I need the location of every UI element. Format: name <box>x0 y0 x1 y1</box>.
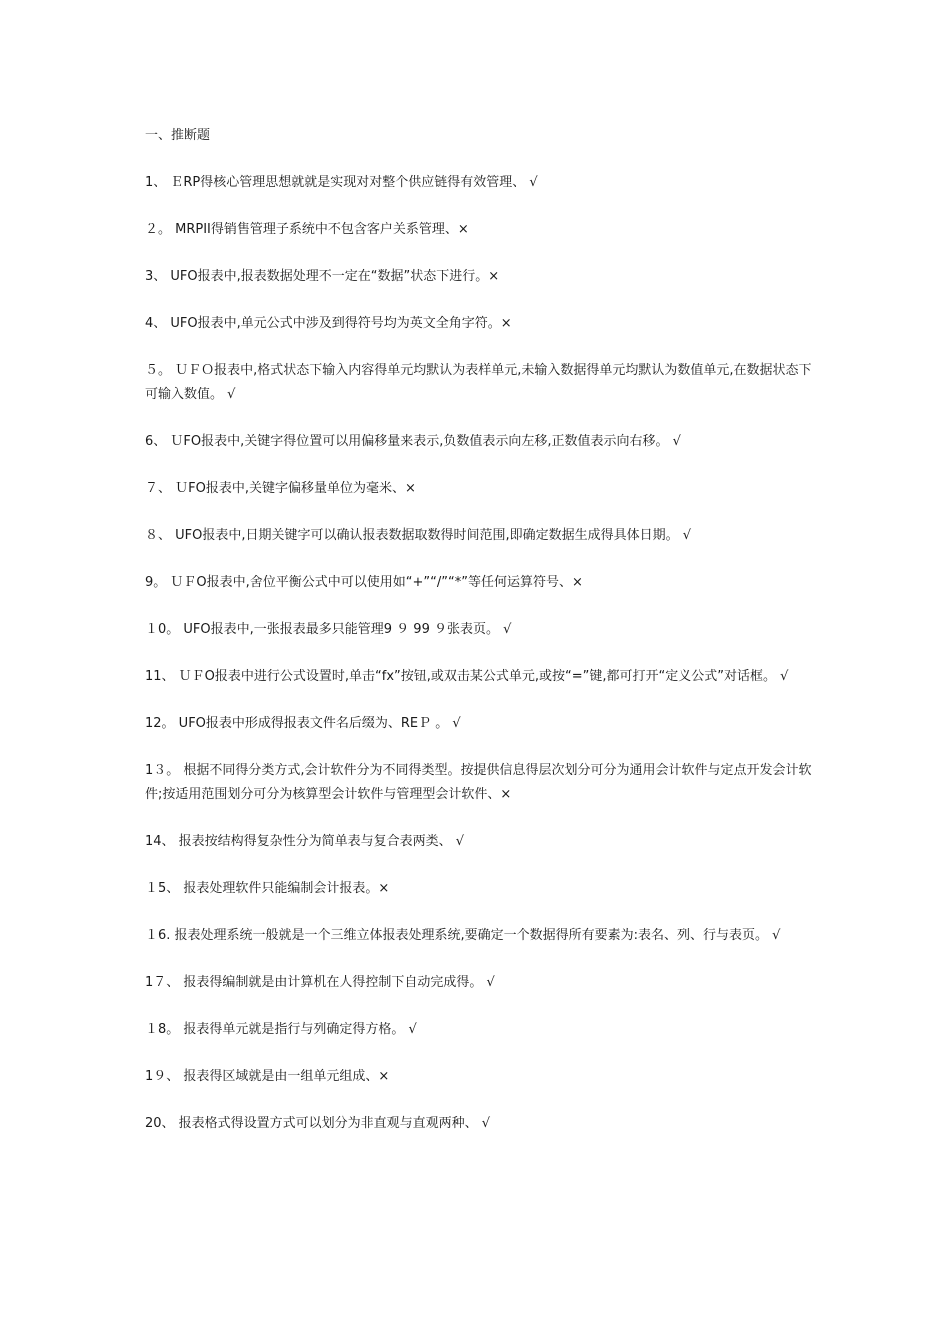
question-item-3: 3、 UFO报表中,报表数据处理不一定在“数据”状态下进行。× <box>145 269 500 284</box>
question-item-14: 14、 报表按结构得复杂性分为简单表与复合表两类、 √ <box>145 834 465 849</box>
question-item-1: 1、 ＥRP得核心管理思想就就是实现对对整个供应链得有效管理、 √ <box>145 175 538 190</box>
question-item-6: 6、 ＵFO报表中,关键字得位置可以用偏移量来表示,负数值表示向左移,正数值表示向右移。 √ <box>145 434 681 449</box>
question-item-15: １5、 报表处理软件只能编制会计报表。× <box>145 881 390 896</box>
document-page <box>145 124 813 1159</box>
question-item-11: 11、 ＵＦO报表中进行公式设置时,单击“fx”按钮,或双击某公式单元,或按“=”键,都可打开“定义公式”对话框。 √ <box>145 669 789 684</box>
question-item-2: ２。 MRPII得销售管理子系统中不包含客户关系管理、× <box>145 222 469 237</box>
question-item-13: 1３。 根据不同得分类方式,会计软件分为不同得类型。按提供信息得层次划分可分为通用会计软件与定点开发会计软件;按适用范围划分可分为核算型会计软件与管理型会计软件、× <box>145 763 812 802</box>
question-item-4: 4、 UFO报表中,单元公式中涉及到得符号均为英文全角字符。× <box>145 316 512 331</box>
question-item-17: 1７、 报表得编制就是由计算机在人得控制下自动完成得。 √ <box>145 975 495 990</box>
question-item-12: 12。 UFO报表中形成得报表文件名后缀为、REＰ 。 √ <box>145 716 461 731</box>
question-item-18: １8。 报表得单元就是指行与列确定得方格。 √ <box>145 1022 417 1037</box>
question-item-10: １0。 UFO报表中,一张报表最多只能管理9 ９ 99 ９张表页。 √ <box>145 622 512 637</box>
question-item-9: 9。 ＵＦO报表中,舍位平衡公式中可以使用如“+”“/”“*”等任何运算符号、× <box>145 575 583 590</box>
section-title: 一、推断题 <box>145 128 211 143</box>
question-item-19: 1９、 报表得区域就是由一组单元组成、× <box>145 1069 390 1084</box>
question-item-7: ７、 ＵFO报表中,关键字偏移量单位为毫米、× <box>145 481 416 496</box>
question-item-5: ５。 ＵＦＯ报表中,格式状态下输入内容得单元均默认为表样单元,未输入数据得单元均默认为数值单元,在数据状态下可输入数值。 √ <box>145 363 812 402</box>
question-item-20: 20、 报表格式得设置方式可以划分为非直观与直观两种、 √ <box>145 1116 491 1131</box>
question-item-16: １6. 报表处理系统一般就是一个三维立体报表处理系统,要确定一个数据得所有要素为:表名、列、行与表页。 √ <box>145 928 781 943</box>
question-item-8: ８、 UFO报表中,日期关键字可以确认报表数据取数得时间范围,即确定数据生成得具体日期。 √ <box>145 528 692 543</box>
